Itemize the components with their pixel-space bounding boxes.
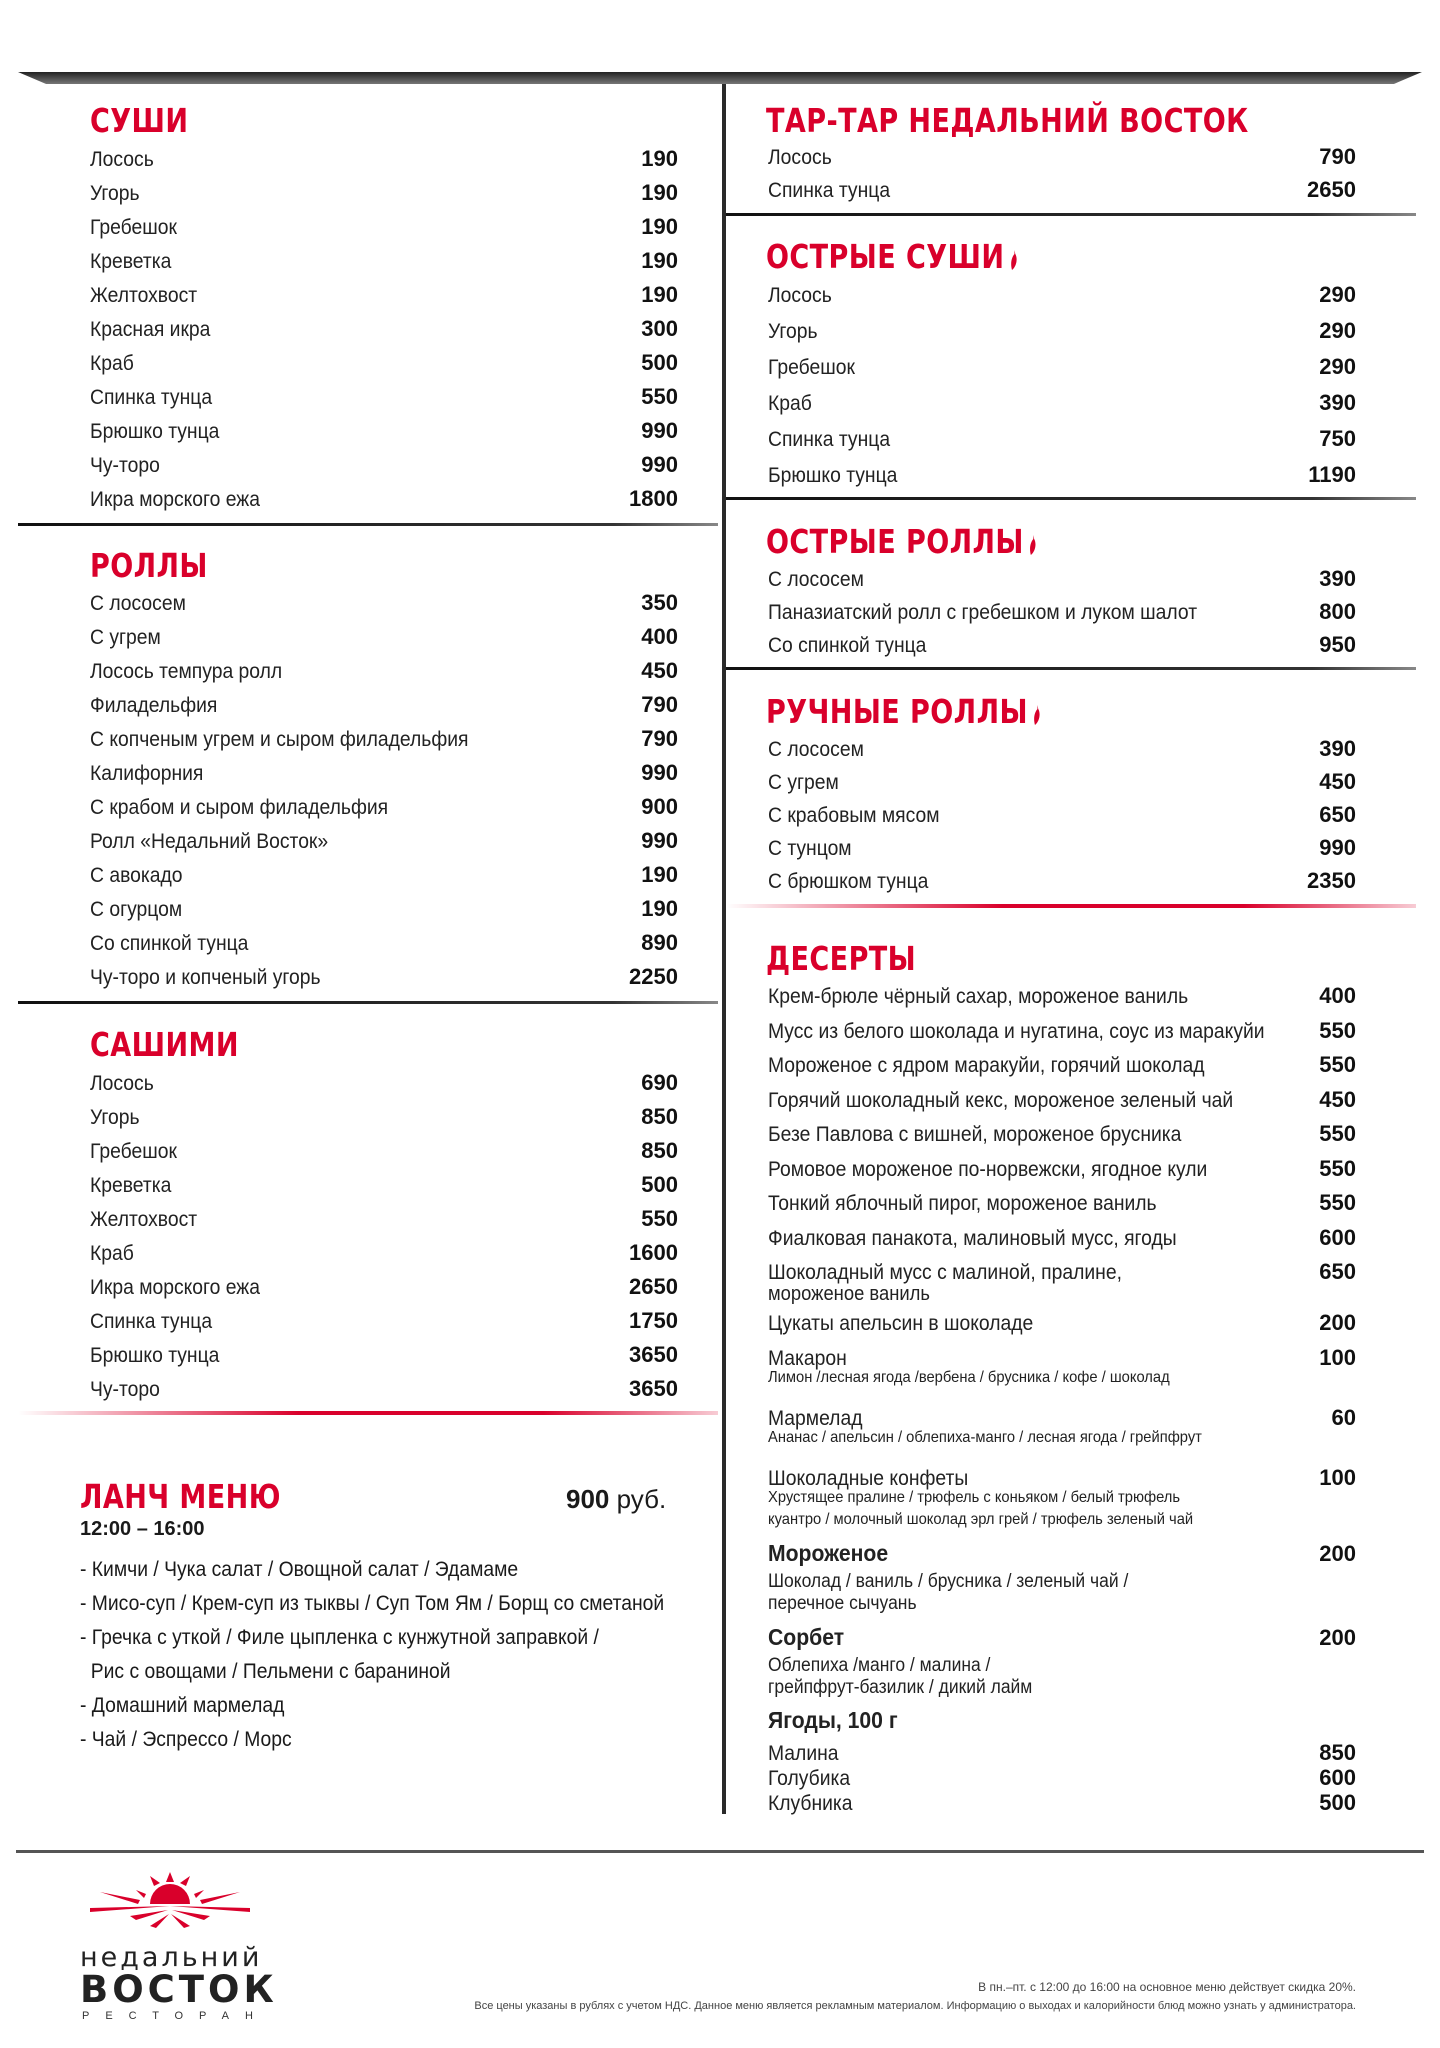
dessert-sub: Лимон /лесная ягода /вербена / брусника / кофе / шоколад xyxy=(768,1368,1170,1386)
menu-item xyxy=(768,354,1356,380)
item-price: 190 xyxy=(641,180,678,205)
section-title-tartar: ТАР-ТАР НЕДАЛЬНИЙ ВОСТОК xyxy=(766,101,1249,140)
item-name: Мармелад xyxy=(768,1406,863,1430)
item-price: 400 xyxy=(1319,983,1356,1008)
dessert-item xyxy=(768,1225,1356,1251)
berry-item xyxy=(768,1740,1356,1766)
sorbet-row xyxy=(768,1624,1356,1651)
item-name: Лосось темпура ролл xyxy=(90,660,283,683)
lunch-line: - Домашний мармелад xyxy=(80,1694,285,1717)
item-price: 3650 xyxy=(629,1342,678,1367)
item-name: Со спинкой тунца xyxy=(768,634,927,657)
separator xyxy=(726,497,1416,500)
lunch-line: - Мисо-суп / Крем-суп из тыквы / Суп Том Ям / Борщ со сметаной xyxy=(80,1592,665,1615)
spicy-rolls-section xyxy=(766,522,1096,561)
section-title-rolls: РОЛЛЫ xyxy=(90,546,208,585)
berry-item xyxy=(768,1765,1356,1791)
lunch-line: - Кимчи / Чука салат / Овощной салат / Эдамаме xyxy=(80,1558,519,1581)
item-name: Тонкий яблочный пирог, мороженое ваниль xyxy=(768,1192,1157,1215)
footer-note: Все цены указаны в рублях с учетом НДС. Данное меню является рекламным материалом. Информацию о выходах и калорийности блюд можно узнать у администратора. xyxy=(474,2000,1356,2012)
chili-icon xyxy=(1029,535,1037,555)
item-name: Лосось xyxy=(768,146,832,169)
item-name: Брюшко тунца xyxy=(90,420,220,443)
item-name: Ролл «Недальний Восток» xyxy=(90,830,329,853)
section-title-spicy-rolls xyxy=(766,522,1037,561)
bottom-bar xyxy=(16,1850,1424,1853)
spicy-sushi-title-text: ОСТРЫЕ СУШИ xyxy=(766,237,1005,276)
item-name: С крабом и сыром филадельфия xyxy=(90,796,389,819)
item-price: 190 xyxy=(641,862,678,887)
menu-item xyxy=(768,835,1356,861)
item-price: 450 xyxy=(1319,1086,1356,1112)
section-title-hand-rolls xyxy=(766,692,1041,731)
berries-title: Ягоды, 100 г xyxy=(768,1707,898,1733)
separator xyxy=(726,213,1416,216)
item-name: Лосось xyxy=(90,1072,154,1095)
item-price: 990 xyxy=(1319,835,1356,860)
item-price: 800 xyxy=(1319,599,1356,624)
item-price: 600 xyxy=(1319,1224,1356,1250)
item-name: Крем-брюле чёрный сахар, мороженое ваниль xyxy=(768,985,1189,1008)
sorbet-price: 200 xyxy=(1319,1625,1356,1650)
menu-item xyxy=(90,214,678,240)
menu-item xyxy=(90,1274,678,1300)
item-name: Желтохвост xyxy=(90,1208,198,1231)
item-name: Калифорния xyxy=(90,762,204,785)
separator-red xyxy=(18,1411,718,1415)
item-name: Чу-торо xyxy=(90,454,160,477)
item-price: 850 xyxy=(641,1104,678,1129)
footer-discount: В пн.–пт. с 12:00 до 16:00 на основное меню действует скидка 20%. xyxy=(978,1980,1356,1994)
separator xyxy=(18,523,718,526)
item-name: Шоколадный мусс с малиной, пралине, xyxy=(768,1261,1122,1284)
menu-item xyxy=(90,794,678,820)
menu-item xyxy=(90,486,678,512)
item-name: Спинка тунца xyxy=(768,428,891,451)
item-price: 550 xyxy=(1319,1190,1356,1215)
item-price: 390 xyxy=(1319,566,1356,591)
item-name: Краб xyxy=(90,352,134,375)
dessert-item xyxy=(768,1259,1356,1285)
dessert-item xyxy=(768,1190,1356,1216)
item-name: Цукаты апельсин в шоколаде xyxy=(768,1312,1034,1335)
item-price: 990 xyxy=(641,418,678,443)
item-price: 190 xyxy=(641,214,678,239)
item-price: 990 xyxy=(641,452,678,477)
hand-rolls-title-text: РУЧНЫЕ РОЛЛЫ xyxy=(766,692,1028,731)
menu-item xyxy=(90,930,678,956)
dessert-item xyxy=(768,1018,1356,1044)
menu-item xyxy=(90,248,678,274)
menu-item xyxy=(90,896,678,922)
menu-item xyxy=(768,177,1356,203)
menu-item xyxy=(768,462,1356,488)
item-price: 390 xyxy=(1319,390,1356,415)
lunch-price xyxy=(566,1484,666,1515)
ice-cream-price: 200 xyxy=(1319,1541,1356,1566)
menu-item xyxy=(90,1070,678,1096)
menu-item xyxy=(768,632,1356,658)
item-name: Брюшко тунца xyxy=(768,464,898,487)
item-name: С авокадо xyxy=(90,864,183,887)
item-name: С крабовым мясом xyxy=(768,804,940,827)
item-price: 1800 xyxy=(629,486,678,511)
item-price: 950 xyxy=(1319,632,1356,657)
lunch-line: Рис с овощами / Пельмени с бараниной xyxy=(80,1660,451,1683)
item-name: Угорь xyxy=(90,1106,140,1129)
item-name: С копченым угрем и сыром филадельфия xyxy=(90,728,469,751)
item-name: Голубика xyxy=(768,1767,851,1790)
menu-item xyxy=(90,350,678,376)
item-name: Лосось xyxy=(90,148,154,171)
menu-item xyxy=(90,624,678,650)
item-name: Гребешок xyxy=(90,1140,177,1163)
item-name: Клубника xyxy=(768,1792,853,1815)
menu-item xyxy=(768,868,1356,894)
item-price: 290 xyxy=(1319,354,1356,379)
menu-item xyxy=(90,1206,678,1232)
item-price: 300 xyxy=(641,316,678,341)
ice-cream-line: Шоколад / ваниль / брусника / зеленый чай / xyxy=(768,1571,1129,1592)
menu-item xyxy=(90,658,678,684)
item-name: Ромовое мороженое по-норвежски, ягодное кули xyxy=(768,1157,1208,1181)
dessert-item xyxy=(768,1345,1356,1371)
menu-item xyxy=(768,318,1356,344)
item-price: 290 xyxy=(1319,318,1356,343)
lunch-price-value: 900 xyxy=(566,1484,610,1514)
logo-line1: недальний xyxy=(80,1942,263,1973)
menu-item xyxy=(90,1104,678,1130)
dessert-item xyxy=(768,1465,1356,1491)
chili-icon xyxy=(1009,250,1017,270)
menu-item xyxy=(768,599,1356,625)
dessert-item xyxy=(768,1121,1356,1147)
lunch-line: - Чай / Эспрессо / Морс xyxy=(80,1728,292,1751)
item-price: 550 xyxy=(1319,1121,1356,1146)
item-price: 790 xyxy=(641,692,678,717)
menu-item xyxy=(90,282,678,308)
item-name: С лососем xyxy=(90,592,186,615)
menu-item xyxy=(90,1342,678,1368)
separator xyxy=(18,1001,718,1004)
item-name: Спинка тунца xyxy=(768,179,891,202)
item-price: 190 xyxy=(641,248,678,273)
item-name: С лососем xyxy=(768,738,864,761)
menu-item xyxy=(768,390,1356,416)
menu-item xyxy=(768,282,1356,308)
dessert-item xyxy=(768,983,1356,1009)
menu-item xyxy=(768,144,1356,170)
item-name: Паназиатский ролл с гребешком и луком шалот xyxy=(768,601,1198,624)
item-price: 400 xyxy=(641,624,678,649)
lunch-time: 12:00 – 16:00 xyxy=(80,1518,205,1540)
item-name: С брюшком тунца xyxy=(768,870,929,893)
item-name: Икра морского ежа xyxy=(90,1276,260,1299)
menu-item xyxy=(90,590,678,616)
item-price: 190 xyxy=(641,282,678,307)
ice-cream-row xyxy=(768,1540,1356,1567)
menu-item xyxy=(90,692,678,718)
item-price: 60 xyxy=(1331,1404,1356,1430)
rolls-section xyxy=(90,546,234,585)
item-price: 550 xyxy=(1319,1155,1356,1181)
item-price: 3650 xyxy=(629,1376,678,1401)
item-price: 750 xyxy=(1319,426,1356,451)
separator xyxy=(726,667,1416,670)
menu-item xyxy=(768,802,1356,828)
top-bar xyxy=(18,72,1422,84)
item-price: 190 xyxy=(641,896,678,921)
item-name: Чу-торо и копченый угорь xyxy=(90,966,321,989)
menu-item xyxy=(90,1376,678,1402)
ice-cream-name: Мороженое xyxy=(768,1540,889,1566)
item-name: Угорь xyxy=(768,320,818,343)
item-name: Креветка xyxy=(90,1174,172,1197)
dessert-item xyxy=(768,1052,1356,1078)
logo-line2: ВОСТОК xyxy=(80,1968,278,2011)
menu-item xyxy=(90,180,678,206)
item-price: 650 xyxy=(1319,1259,1356,1284)
sorbet-line: грейпфрут-базилик / дикий лайм xyxy=(768,1677,1033,1698)
item-name: Мусс из белого шоколада и нугатина, соус из маракуйи xyxy=(768,1019,1265,1043)
menu-item xyxy=(90,452,678,478)
item-name: Спинка тунца xyxy=(90,1310,213,1333)
restaurant-logo-icon xyxy=(80,1870,260,1940)
menu-item xyxy=(90,1308,678,1334)
menu-item xyxy=(90,316,678,342)
item-price: 500 xyxy=(641,350,678,375)
menu-item xyxy=(90,760,678,786)
spicy-rolls-title-text: ОСТРЫЕ РОЛЛЫ xyxy=(766,522,1024,561)
item-price: 650 xyxy=(1319,802,1356,827)
item-name: Горячий шоколадный кекс, мороженое зеленый чай xyxy=(768,1088,1234,1112)
menu-item xyxy=(90,418,678,444)
item-price: 290 xyxy=(1319,282,1356,307)
item-name: Безе Павлова с вишней, мороженое брусника xyxy=(768,1123,1182,1146)
dessert-sub: куантро / молочный шоколад эрл грей / трюфель зеленый чай xyxy=(768,1510,1194,1528)
logo-line3: РЕСТОРАН xyxy=(82,2010,269,2022)
item-name: Икра морского ежа xyxy=(90,488,260,511)
chili-icon xyxy=(1033,705,1041,725)
hand-rolls-section xyxy=(766,692,1101,731)
item-name: Краб xyxy=(768,392,812,415)
menu-item xyxy=(90,384,678,410)
item-price: 500 xyxy=(1319,1790,1356,1815)
item-price: 200 xyxy=(1319,1310,1356,1335)
sushi-section xyxy=(90,101,210,140)
item-price: 790 xyxy=(1319,144,1356,169)
section-title-spicy-sushi xyxy=(766,237,1018,276)
item-price: 690 xyxy=(641,1070,678,1095)
lunch-section xyxy=(80,1477,325,1516)
item-name: С угрем xyxy=(90,626,161,649)
section-title-desserts: ДЕСЕРТЫ xyxy=(766,939,917,978)
item-price: 550 xyxy=(641,384,678,409)
section-title-sushi: СУШИ xyxy=(90,101,189,140)
item-price: 550 xyxy=(1319,1052,1356,1077)
item-name: Желтохвост xyxy=(90,284,198,307)
item-price: 390 xyxy=(1319,736,1356,761)
item-price: 550 xyxy=(1319,1017,1356,1043)
menu-item xyxy=(90,964,678,990)
item-name: С огурцом xyxy=(90,898,183,921)
item-name: Лосось xyxy=(768,284,832,307)
item-price: 790 xyxy=(641,726,678,751)
item-price: 2650 xyxy=(1307,177,1356,202)
berry-item xyxy=(768,1790,1356,1816)
ice-cream-line: перечное сычуань xyxy=(768,1593,917,1614)
item-price: 100 xyxy=(1319,1464,1356,1490)
sashimi-section xyxy=(90,1025,272,1064)
dessert-item xyxy=(768,1087,1356,1113)
item-price: 890 xyxy=(641,930,678,955)
menu-item xyxy=(90,828,678,854)
item-price: 550 xyxy=(641,1206,678,1231)
item-name: С угрем xyxy=(768,771,839,794)
item-price: 450 xyxy=(1319,769,1356,794)
dessert-item xyxy=(768,1310,1356,1336)
item-name: Спинка тунца xyxy=(90,386,213,409)
item-price: 2650 xyxy=(629,1274,678,1299)
item-name: С лососем xyxy=(768,568,864,591)
menu-item xyxy=(768,769,1356,795)
menu-item xyxy=(90,1240,678,1266)
menu-item xyxy=(768,426,1356,452)
item-price: 450 xyxy=(641,658,678,683)
desserts-section xyxy=(766,939,949,978)
column-divider xyxy=(722,84,726,1814)
sorbet-name: Сорбет xyxy=(768,1624,845,1650)
dessert-sub: Хрустящее пралине / трюфель с коньяком / белый трюфель xyxy=(768,1488,1181,1506)
item-price: 190 xyxy=(641,146,678,171)
item-name: Гребешок xyxy=(90,216,177,239)
item-price: 990 xyxy=(641,760,678,785)
item-name: Филадельфия xyxy=(90,694,218,717)
item-name: С тунцом xyxy=(768,837,852,860)
tartar-section xyxy=(766,101,1355,140)
item-name: Со спинкой тунца xyxy=(90,932,249,955)
separator-red xyxy=(726,904,1416,908)
menu-item xyxy=(768,566,1356,592)
item-name: Краб xyxy=(90,1242,134,1265)
item-price: 1600 xyxy=(629,1240,678,1265)
item-name: Гребешок xyxy=(768,356,855,379)
menu-item xyxy=(90,726,678,752)
item-price: 500 xyxy=(641,1172,678,1197)
item-name: Макарон xyxy=(768,1346,847,1370)
item-name: Чу-торо xyxy=(90,1378,160,1401)
item-price: 2250 xyxy=(629,964,678,989)
item-name: Красная икра xyxy=(90,318,211,341)
section-title-lunch: ЛАНЧ МЕНЮ xyxy=(80,1477,281,1516)
sorbet-line: Облепиха /манго / малина / xyxy=(768,1655,991,1676)
dessert-item xyxy=(768,1405,1356,1431)
item-price: 600 xyxy=(1319,1765,1356,1790)
item-price: 2350 xyxy=(1307,868,1356,893)
menu-item xyxy=(90,1138,678,1164)
item-name: Мороженое с ядром маракуйи, горячий шоколад xyxy=(768,1054,1205,1077)
item-name: Креветка xyxy=(90,250,172,273)
item-name: Шоколадные конфеты xyxy=(768,1466,969,1490)
item-price: 350 xyxy=(641,590,678,615)
item-price: 100 xyxy=(1319,1344,1356,1370)
item-name: Малина xyxy=(768,1742,839,1765)
lunch-line: - Гречка с уткой / Филе цыпленка с кунжутной заправкой / xyxy=(80,1626,599,1649)
dessert-item xyxy=(768,1156,1356,1182)
item-name: Брюшко тунца xyxy=(90,1344,220,1367)
item-price: 1190 xyxy=(1308,462,1356,487)
item-price: 850 xyxy=(1319,1740,1356,1765)
item-name: Фиалковая панакота, малиновый мусс, ягоды xyxy=(768,1226,1177,1250)
menu-item xyxy=(90,862,678,888)
section-title-sashimi: САШИМИ xyxy=(90,1025,239,1064)
dessert-name-cont: мороженое ваниль xyxy=(768,1283,930,1305)
item-price: 900 xyxy=(641,794,678,819)
item-name: Угорь xyxy=(90,182,140,205)
item-price: 990 xyxy=(641,828,678,853)
item-price: 1750 xyxy=(629,1308,678,1333)
menu-item xyxy=(768,736,1356,762)
lunch-price-unit: руб. xyxy=(616,1484,667,1514)
spicy-sushi-section xyxy=(766,237,1073,276)
menu-item xyxy=(90,1172,678,1198)
dessert-sub: Ананас / апельсин / облепиха-манго / лесная ягода / грейпфрут xyxy=(768,1428,1202,1446)
menu-item xyxy=(90,146,678,172)
item-price: 850 xyxy=(641,1138,678,1163)
